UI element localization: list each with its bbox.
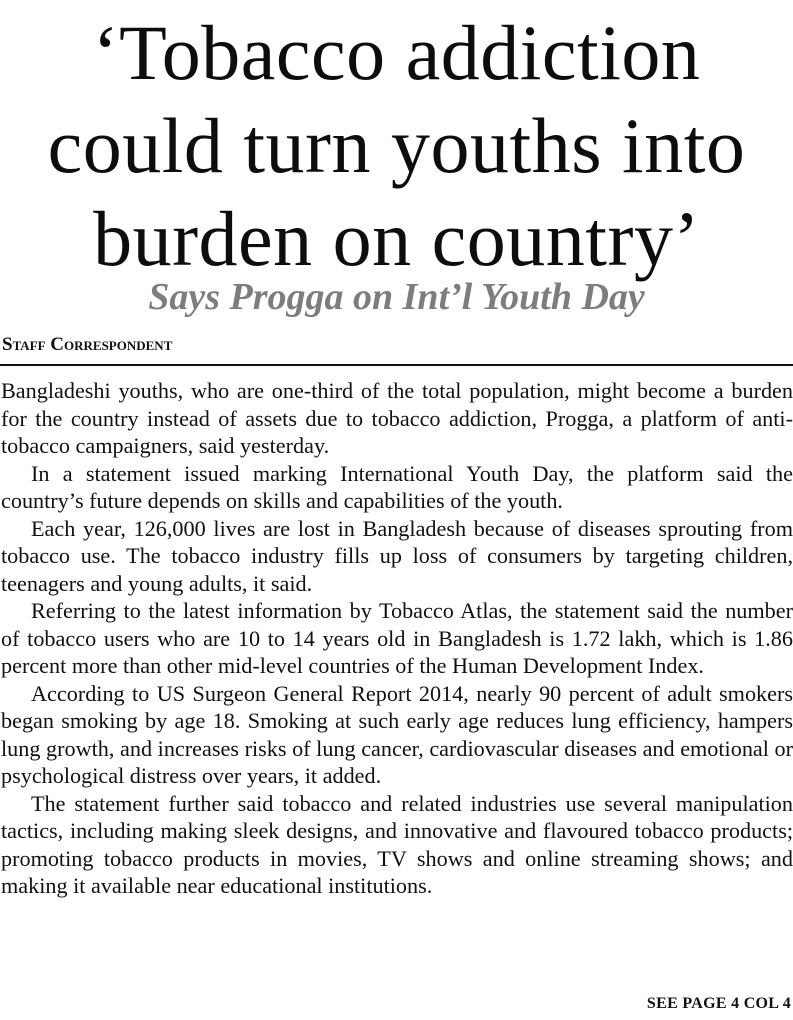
headline (0, 6, 793, 285)
continuation-note: SEE PAGE 4 COL 4 (646, 995, 791, 1012)
headline-line: burden on country’ (93, 195, 700, 282)
article-paragraph: Referring to the latest information by Tobacco Atlas, the statement said the number of tobacco users who are 10 to 14 years old in Bangladesh is 1.72 lakh, which is 1.86 percent more than other mid-level countries of the Human Development Index. (1, 598, 793, 678)
headline-line: could turn youths into (47, 102, 746, 189)
article-paragraph: The statement further said tobacco and related industries use several manipulation tactics, including making sleek designs, and innovative and flavoured tobacco products; promoting tobacco products in movies, TV shows and online streaming shows; and making it available near educational institutions. (1, 790, 793, 898)
article-paragraph: Bangladeshi youths, who are one-third of the total population, might become a burden for the country instead of assets due to tobacco addiction, Progga, a platform of anti-tobacco campaigners, said yesterday. (1, 378, 793, 458)
article-paragraph: In a statement issued marking International Youth Day, the platform said the country’s future depends on skills and capabilities of the youth. (1, 460, 793, 513)
article-body (1, 377, 793, 900)
byline-divider (0, 364, 793, 366)
subheadline: Says Progga on Int’l Youth Day (148, 276, 645, 318)
article-paragraph: Each year, 126,000 lives are lost in Bangladesh because of diseases sprouting from tobacco use. The tobacco industry fills up loss of consumers by targeting children, teenagers and young adults, it said. (1, 515, 793, 596)
article-paragraph: According to US Surgeon General Report 2014, nearly 90 percent of adult smokers began smoking by age 18. Smoking at such early age reduces lung efficiency, hampers lung growth, and increases risks of lung cancer, cardiovascular diseases and emotional or psychological distress over years, it added. (1, 680, 793, 788)
byline: Staff Correspondent (2, 334, 173, 355)
headline-line: ‘Tobacco addiction (92, 9, 701, 96)
